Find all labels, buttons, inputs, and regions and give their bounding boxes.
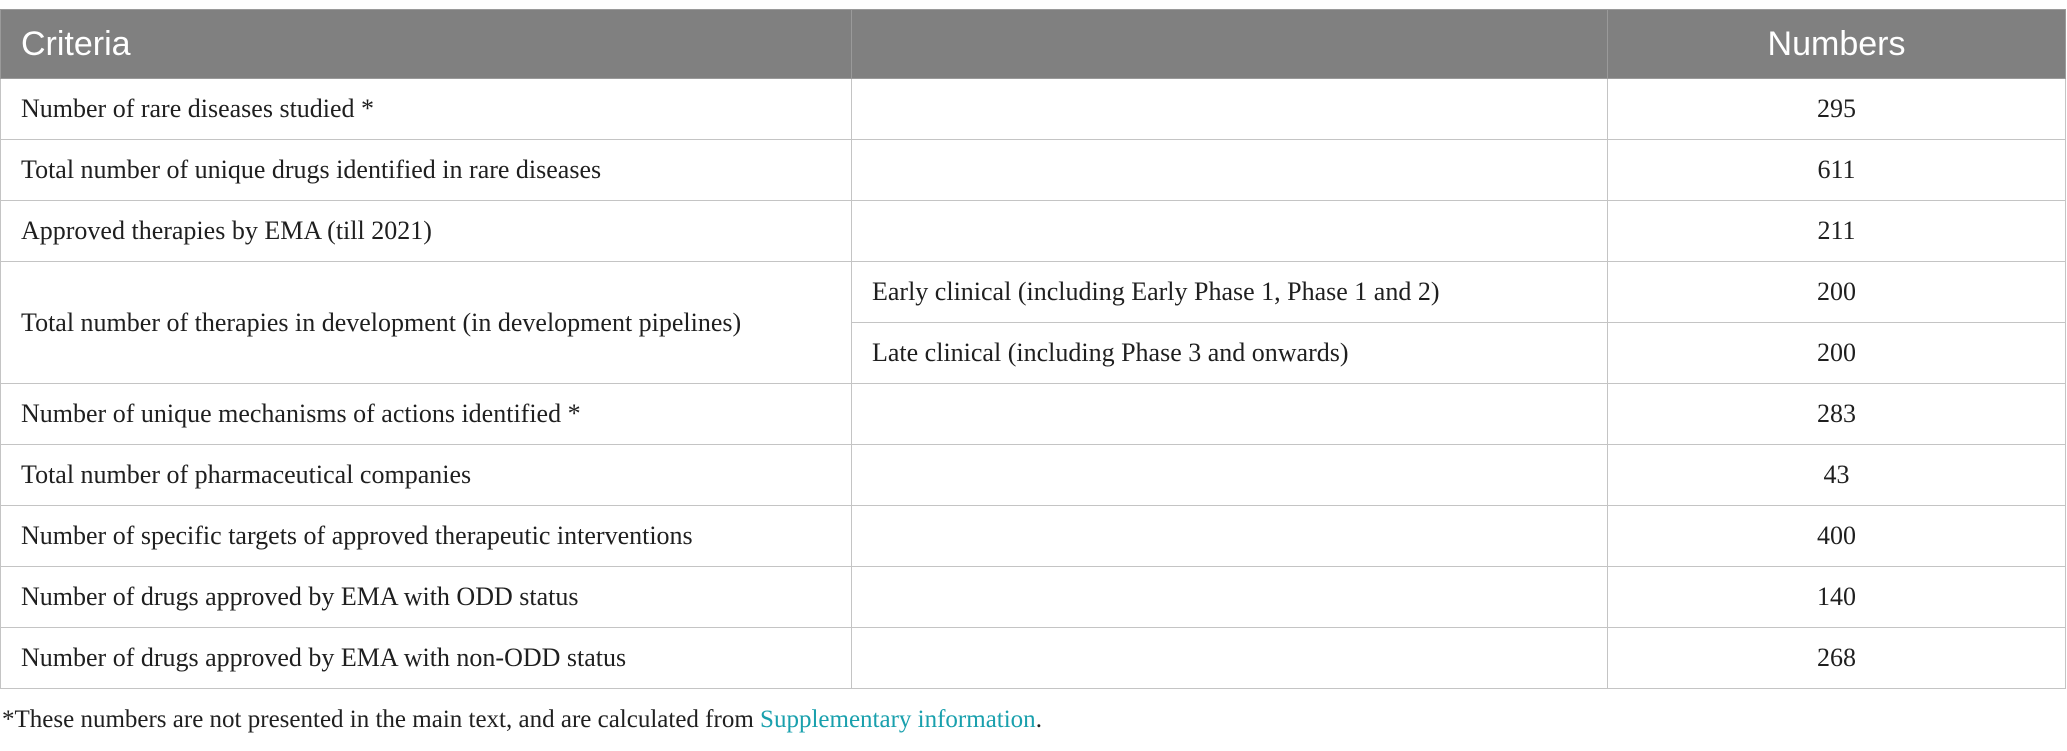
header-subcategory (852, 10, 1608, 79)
table-row (1, 201, 2066, 262)
criteria-cell-merged: Total number of therapies in development (in development pipelines) (1, 262, 852, 384)
table-row (1, 79, 2066, 140)
table-row (1, 262, 2066, 323)
number-cell: 283 (1608, 384, 2066, 445)
table-row (1, 506, 2066, 567)
number-cell: 140 (1608, 567, 2066, 628)
subcategory-cell (852, 567, 1608, 628)
criteria-cell: Total number of pharmaceutical companies (1, 445, 852, 506)
subcategory-cell (852, 628, 1608, 689)
number-cell: 211 (1608, 201, 2066, 262)
number-cell: 268 (1608, 628, 2066, 689)
subcategory-cell (852, 384, 1608, 445)
criteria-cell: Number of unique mechanisms of actions identified * (1, 384, 852, 445)
criteria-cell: Total number of unique drugs identified in rare diseases (1, 140, 852, 201)
supplementary-information-link[interactable]: Supplementary information (760, 706, 1036, 733)
criteria-cell: Number of rare diseases studied * (1, 79, 852, 140)
number-cell: 200 (1608, 262, 2066, 323)
criteria-cell: Number of specific targets of approved therapeutic interventions (1, 506, 852, 567)
subcategory-cell (852, 140, 1608, 201)
header-row (1, 10, 2066, 79)
subcategory-cell (852, 445, 1608, 506)
criteria-cell: Number of drugs approved by EMA with non-ODD status (1, 628, 852, 689)
table-header (1, 10, 2066, 79)
footnote-end: . (1035, 706, 1042, 733)
number-cell: 400 (1608, 506, 2066, 567)
number-cell: 295 (1608, 79, 2066, 140)
number-cell: 43 (1608, 445, 2066, 506)
subcategory-cell: Late clinical (including Phase 3 and onwards) (852, 323, 1608, 384)
header-criteria: Criteria (1, 10, 852, 79)
table-row (1, 567, 2066, 628)
table-row (1, 140, 2066, 201)
criteria-cell: Approved therapies by EMA (till 2021) (1, 201, 852, 262)
subcategory-cell (852, 506, 1608, 567)
table-row (1, 384, 2066, 445)
subcategory-cell (852, 201, 1608, 262)
number-cell: 611 (1608, 140, 2066, 201)
header-numbers: Numbers (1608, 10, 2066, 79)
number-cell: 200 (1608, 323, 2066, 384)
criteria-table (0, 9, 2066, 689)
subcategory-cell (852, 79, 1608, 140)
table-row (1, 628, 2066, 689)
footnote-text: *These numbers are not presented in the main text, and are calculated from (2, 706, 761, 733)
table-row (1, 445, 2066, 506)
criteria-cell: Number of drugs approved by EMA with ODD status (1, 567, 852, 628)
table-body (1, 79, 2066, 689)
table-footnote (2, 706, 1042, 734)
subcategory-cell: Early clinical (including Early Phase 1, Phase 1 and 2) (852, 262, 1608, 323)
